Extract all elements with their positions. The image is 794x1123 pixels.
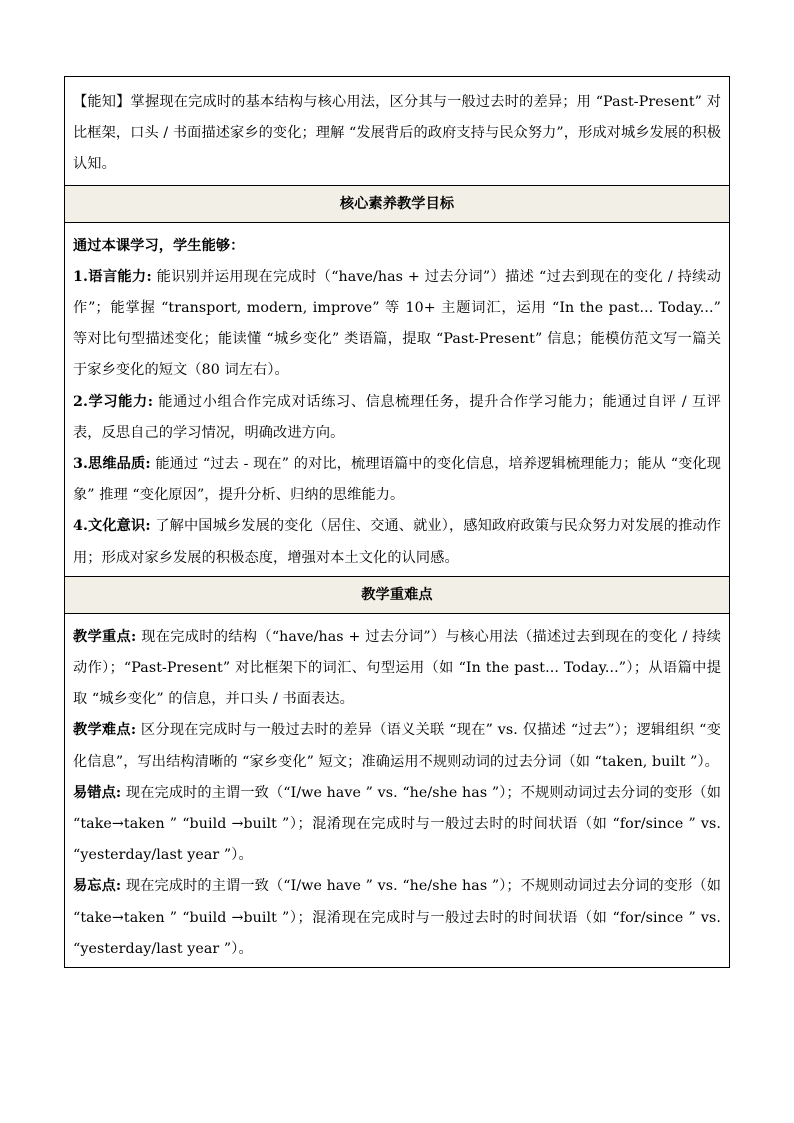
key-point-label: 易错点:: [73, 784, 122, 801]
core-header-row: [65, 185, 730, 222]
abilities-text: 【能知】掌握现在完成时的基本结构与核心用法，区分其与一般过去时的差异；用 “Past-Present” 对比框架，口头 / 书面描述家乡的变化；理解 “发展背后的政府支持与民众努力”，形成对城乡发展的积极认知。: [73, 94, 721, 173]
key-point-label: 教学重点:: [73, 628, 137, 645]
goal-culture: [73, 511, 721, 573]
goal-label: 2.学习能力:: [73, 393, 154, 410]
goal-label: 1.语言能力:: [73, 268, 152, 285]
key-header-row: [65, 576, 730, 613]
key-point-text: 现在完成时的主谓一致（“I/we have ” vs. “he/she has ”）；不规则动词过去分词的变形（如 “take→taken ” “build →built ”）；混淆现在完成时与一般过去时的时间状语（如 “for/since ” vs. “yesterday/last year ”）。: [73, 784, 721, 864]
goal-text: 能通过小组合作完成对话练习、信息梳理任务，提升合作学习能力；能通过自评 / 互评表，反思自己的学习情况，明确改进方向。: [73, 393, 722, 441]
goal-thinking: [73, 449, 721, 511]
goal-text: 了解中国城乡发展的变化（居住、交通、就业），感知政府政策与民众努力对发展的推动作用；形成对家乡发展的积极态度，增强对本土文化的认同感。: [73, 518, 722, 566]
key-point-text: 现在完成时的主谓一致（“I/we have ” vs. “he/she has ”）；不规则动词过去分词的变形（如 “take→taken ” “build →built ”）；混淆现在完成时与一般过去时的时间状语（如 “for/since ” vs. “yesterday/last year ”）。: [73, 878, 721, 957]
core-goals-cell: [65, 222, 730, 576]
goal-text: 能通过 “过去 - 现在” 的对比，梳理语篇中的变化信息，培养逻辑梳理能力；能从 “变化现象” 推理 “变化原因”，提升分析、归纳的思维能力。: [73, 456, 722, 504]
goal-learning: [73, 387, 721, 449]
core-goals-row: [65, 222, 730, 576]
key-points-header: 教学重难点: [65, 576, 730, 613]
goal-label: 3.思维品质:: [73, 456, 151, 473]
lesson-plan-table: [64, 76, 730, 968]
key-point-text: 现在完成时的结构（“have/has + 过去分词”）与核心用法（描述过去到现在的变化 / 持续动作）；“Past-Present” 对比框架下的词汇、句型运用（如 “In the past... Today...”）；从语篇中提取 “城乡变化” 的信息，并口头 / 书面表达。: [73, 628, 721, 708]
key-points-cell: [65, 613, 730, 967]
key-point-error-prone: [73, 778, 721, 872]
key-point-easy-forget: [73, 871, 721, 965]
core-goals-header: 核心素养教学目标: [65, 185, 730, 222]
key-point-text: 区分现在完成时与一般过去时的差异（语义关联 “现在” vs. 仅描述 “过去”）；逻辑组织 “变化信息”，写出结构清晰的 “家乡变化” 短文；准确运用不规则动词的过去分词（如 “taken, built ”）。: [73, 722, 721, 770]
goal-text: 能识别并运用现在完成时（“have/has + 过去分词”）描述 “过去到现在的变化 / 持续动作”；能掌握 “transport, modern, improve” 等 10+ 主题词汇，运用 “In the past... Today...” 等对比句型描述变化；能读懂 “城乡变化” 类语篇，提取 “Past-Present” 信息；能模仿范文写一篇关于家乡变化的短文（80 词左右）。: [73, 268, 721, 379]
core-goals-intro: 通过本课学习，学生能够：: [73, 237, 245, 254]
key-point-difficulty: [73, 715, 721, 777]
abilities-row: [65, 77, 730, 186]
key-point-label: 易忘点:: [73, 878, 122, 895]
key-points-row: [65, 613, 730, 967]
goal-label: 4.文化意识:: [73, 518, 151, 535]
key-point-focus: [73, 622, 721, 716]
abilities-cell: [65, 77, 730, 186]
goal-language: [73, 262, 721, 387]
key-point-label: 教学难点:: [73, 722, 137, 739]
